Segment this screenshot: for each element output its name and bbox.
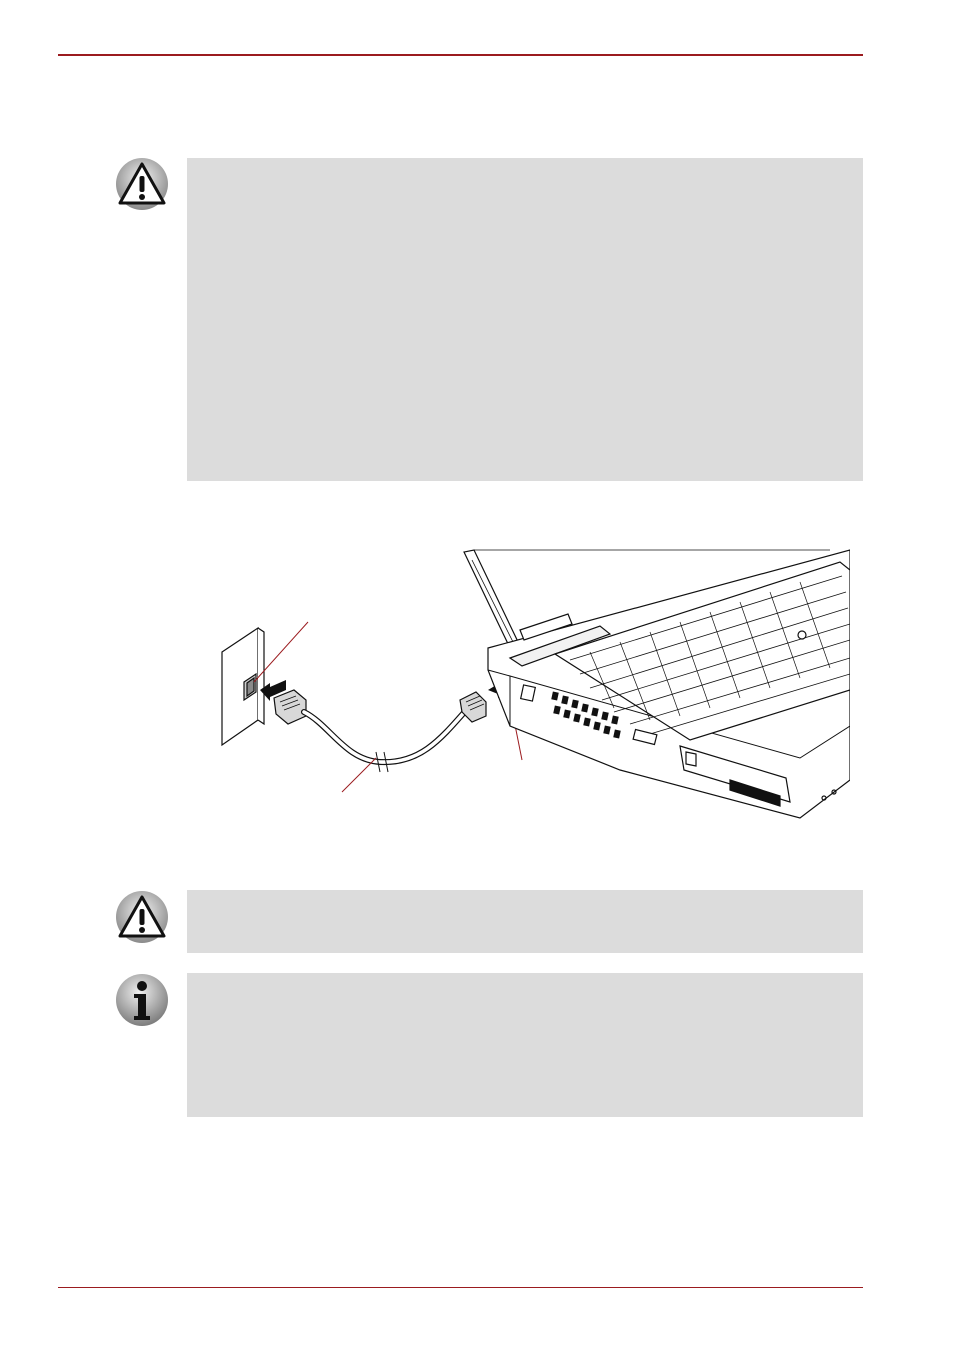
warning-icon (114, 889, 170, 945)
footer-rule (58, 1287, 863, 1288)
header-rule (58, 54, 863, 56)
caution-panel (187, 158, 863, 481)
modular-plug-wall (274, 690, 306, 724)
wall-jack (222, 628, 264, 745)
modular-plug-laptop (460, 692, 486, 722)
laptop-base (488, 550, 850, 818)
modem-connection-figure (210, 540, 850, 840)
note-panel (187, 973, 863, 1117)
info-icon (114, 972, 170, 1028)
caution-panel (187, 890, 863, 953)
warning-icon (114, 156, 170, 212)
